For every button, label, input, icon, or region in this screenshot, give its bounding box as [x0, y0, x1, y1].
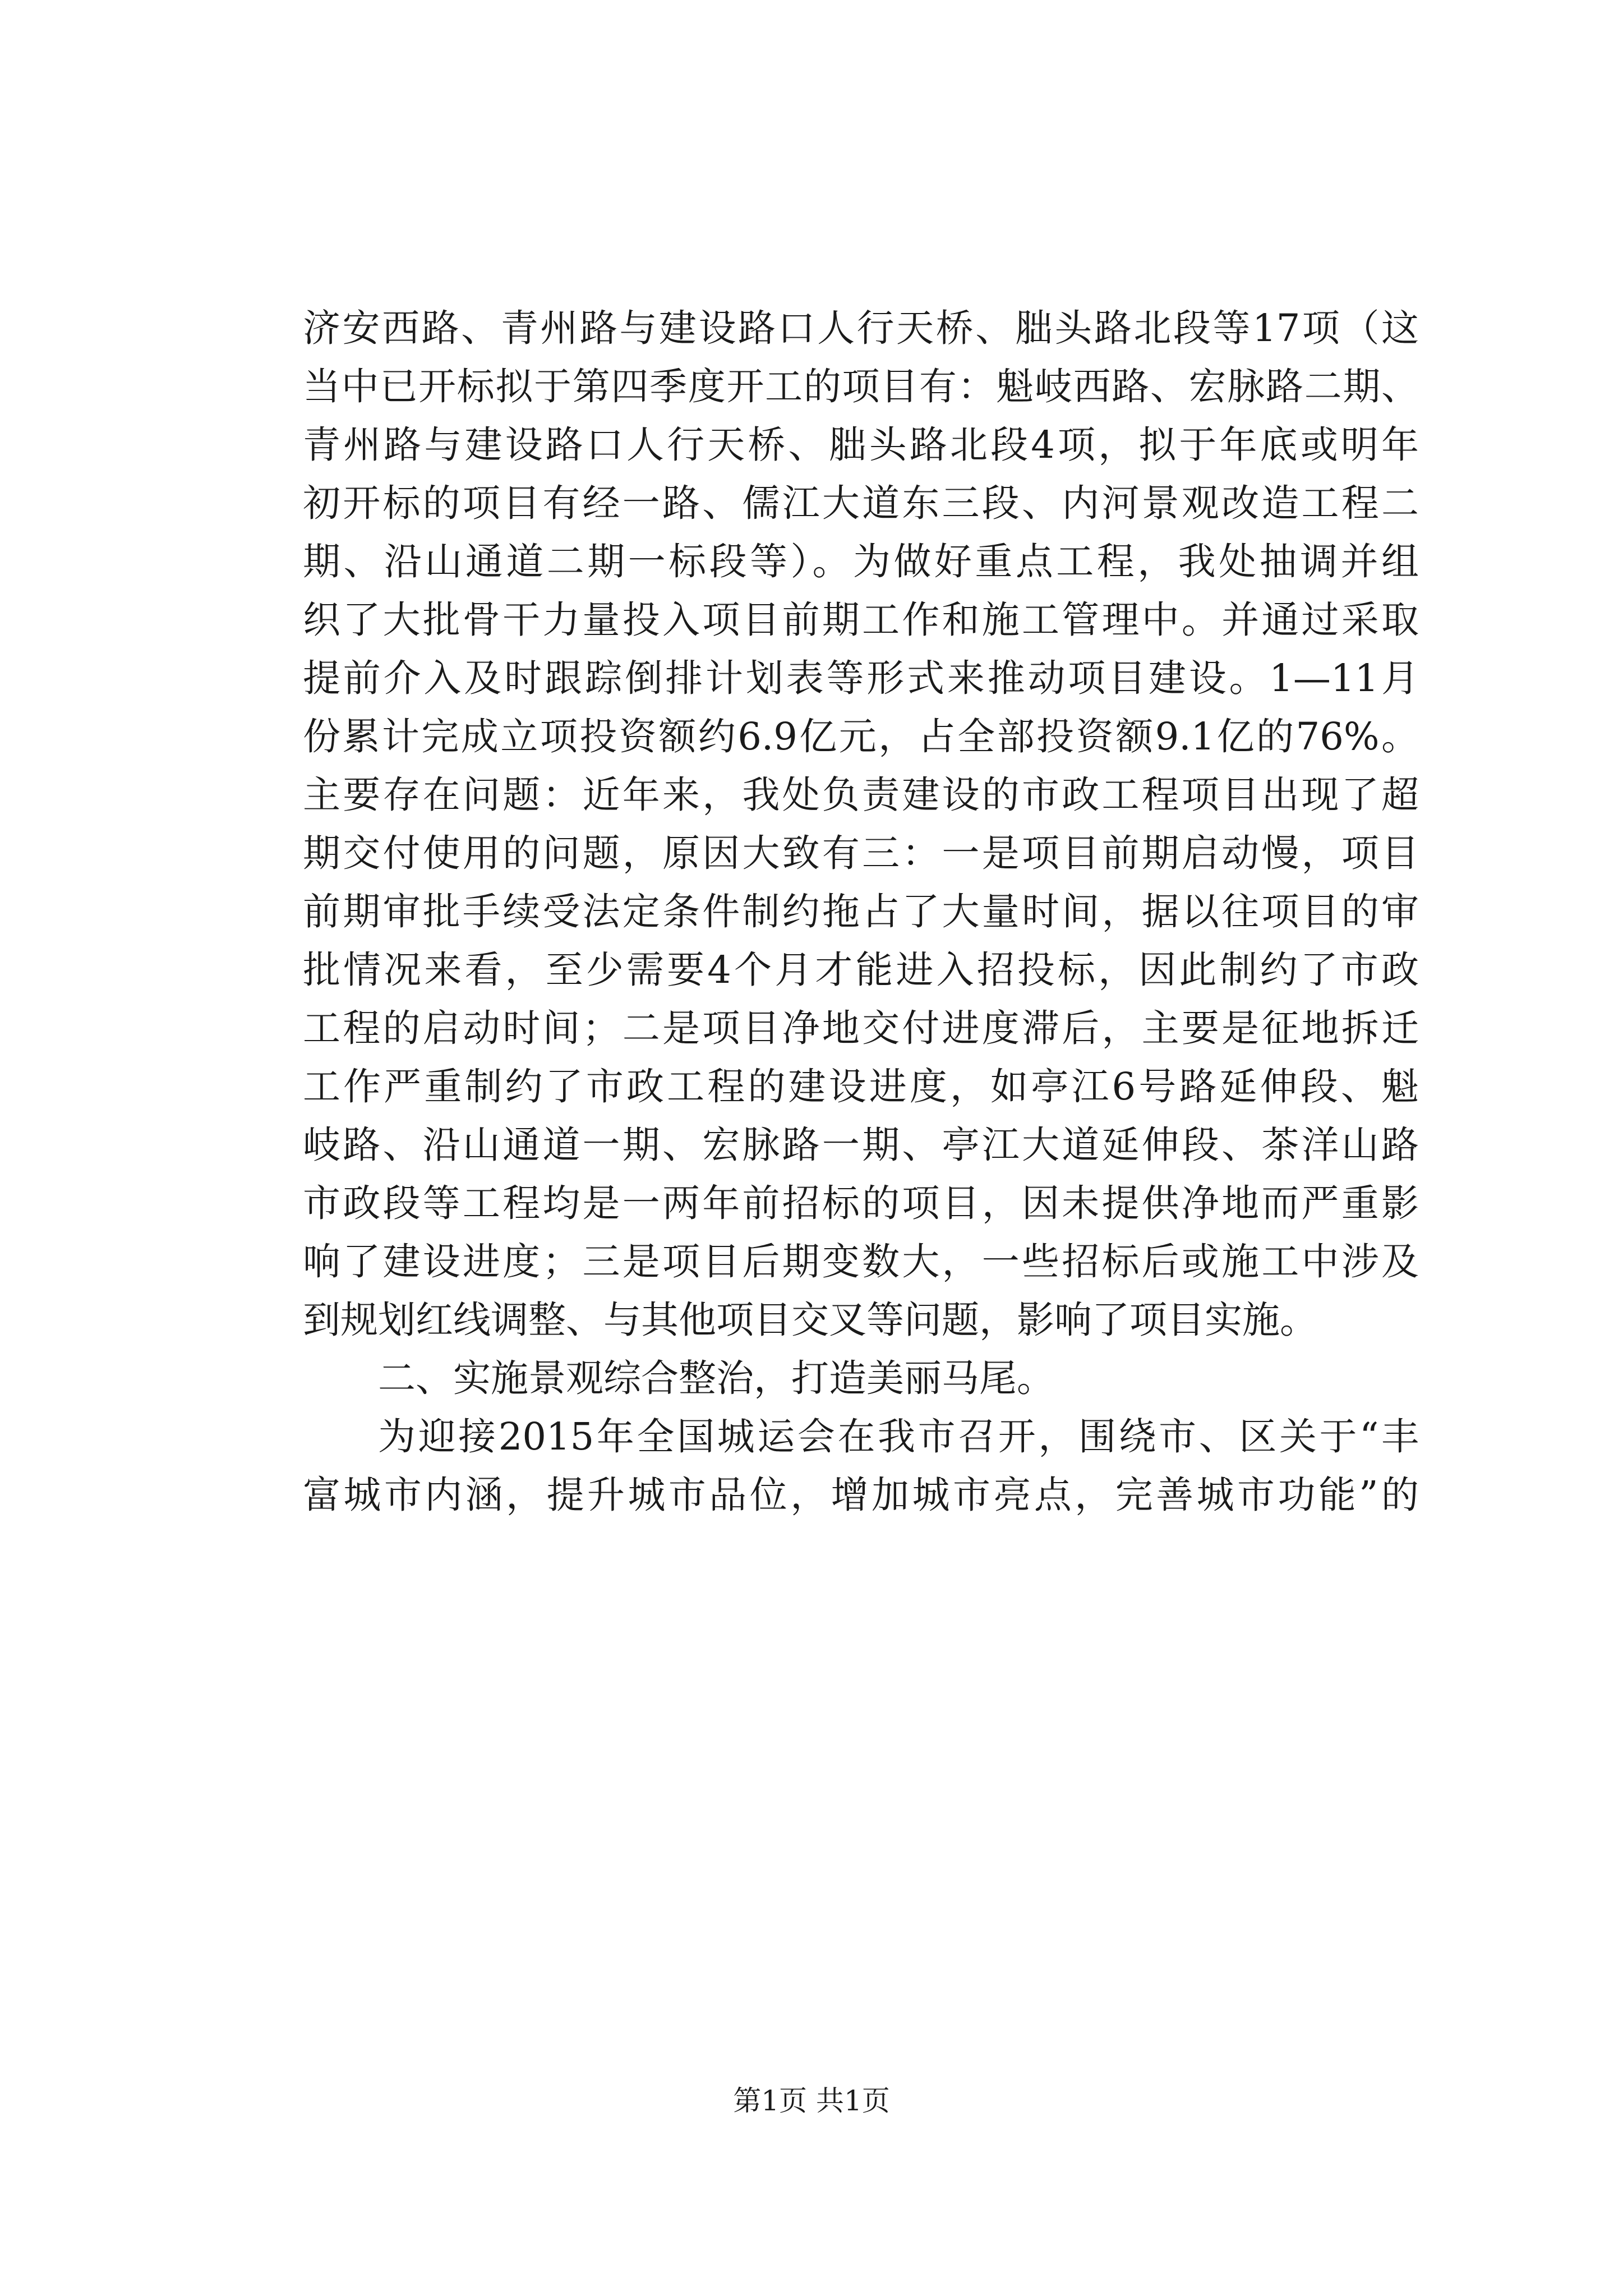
- text-line: 期、沿山通道二期一标段等）。为做好重点工程，我处抽调并组: [303, 540, 1419, 583]
- page-footer: 第1页 共1页: [733, 2085, 890, 2117]
- text-line: 主要存在问题：近年来，我处负责建设的市政工程项目出现了超: [303, 773, 1419, 817]
- text-line: 批情况来看，至少需要4个月才能进入招投标，因此制约了市政: [303, 948, 1419, 992]
- text-line: 岐路、沿山通道一期、宏脉路一期、亭江大道延伸段、茶洋山路: [303, 1123, 1419, 1167]
- text-line: 响了建设进度；三是项目后期变数大，一些招标后或施工中涉及: [303, 1240, 1419, 1283]
- body-text: [303, 299, 1419, 1524]
- text-line: 工程的启动时间；二是项目净地交付进度滞后，主要是征地拆迁: [303, 1006, 1419, 1050]
- text-line: 为迎接2015年全国城运会在我市召开，围绕市、区关于“丰: [378, 1415, 1419, 1458]
- text-line: 到规划红线调整、与其他项目交叉等问题，影响了项目实施。: [303, 1298, 1317, 1342]
- text-line: 份累计完成立项投资额约6.9亿元，占全部投资额9.1亿的76%。: [303, 715, 1419, 758]
- text-line: 济安西路、青州路与建设路口人行天桥、胐头路北段等17项（这: [303, 306, 1419, 350]
- text-line: 工作严重制约了市政工程的建设进度，如亭江6号路延伸段、魁: [303, 1065, 1419, 1108]
- text-line: 提前介入及时跟踪倒排计划表等形式来推动项目建设。1—11月: [303, 656, 1419, 700]
- section-heading: 二、实施景观综合整治，打造美丽马尾。: [378, 1356, 1054, 1400]
- text-line: 富城市内涵，提升城市品位，增加城市亮点，完善城市功能”的: [303, 1473, 1419, 1517]
- text-line: 期交付使用的问题，原因大致有三：一是项目前期启动慢，项目: [303, 831, 1419, 875]
- text-line: 市政段等工程均是一两年前招标的项目，因未提供净地而严重影: [303, 1181, 1419, 1225]
- text-line: 青州路与建设路口人行天桥、胐头路北段4项，拟于年底或明年: [303, 423, 1419, 467]
- text-line: 织了大批骨干力量投入项目前期工作和施工管理中。并通过采取: [303, 598, 1419, 642]
- text-line: 当中已开标拟于第四季度开工的项目有：魁岐西路、宏脉路二期、: [303, 365, 1419, 408]
- text-line: 前期审批手续受法定条件制约拖占了大量时间，据以往项目的审: [303, 890, 1419, 933]
- text-line: 初开标的项目有经一路、儒江大道东三段、内河景观改造工程二: [303, 481, 1419, 525]
